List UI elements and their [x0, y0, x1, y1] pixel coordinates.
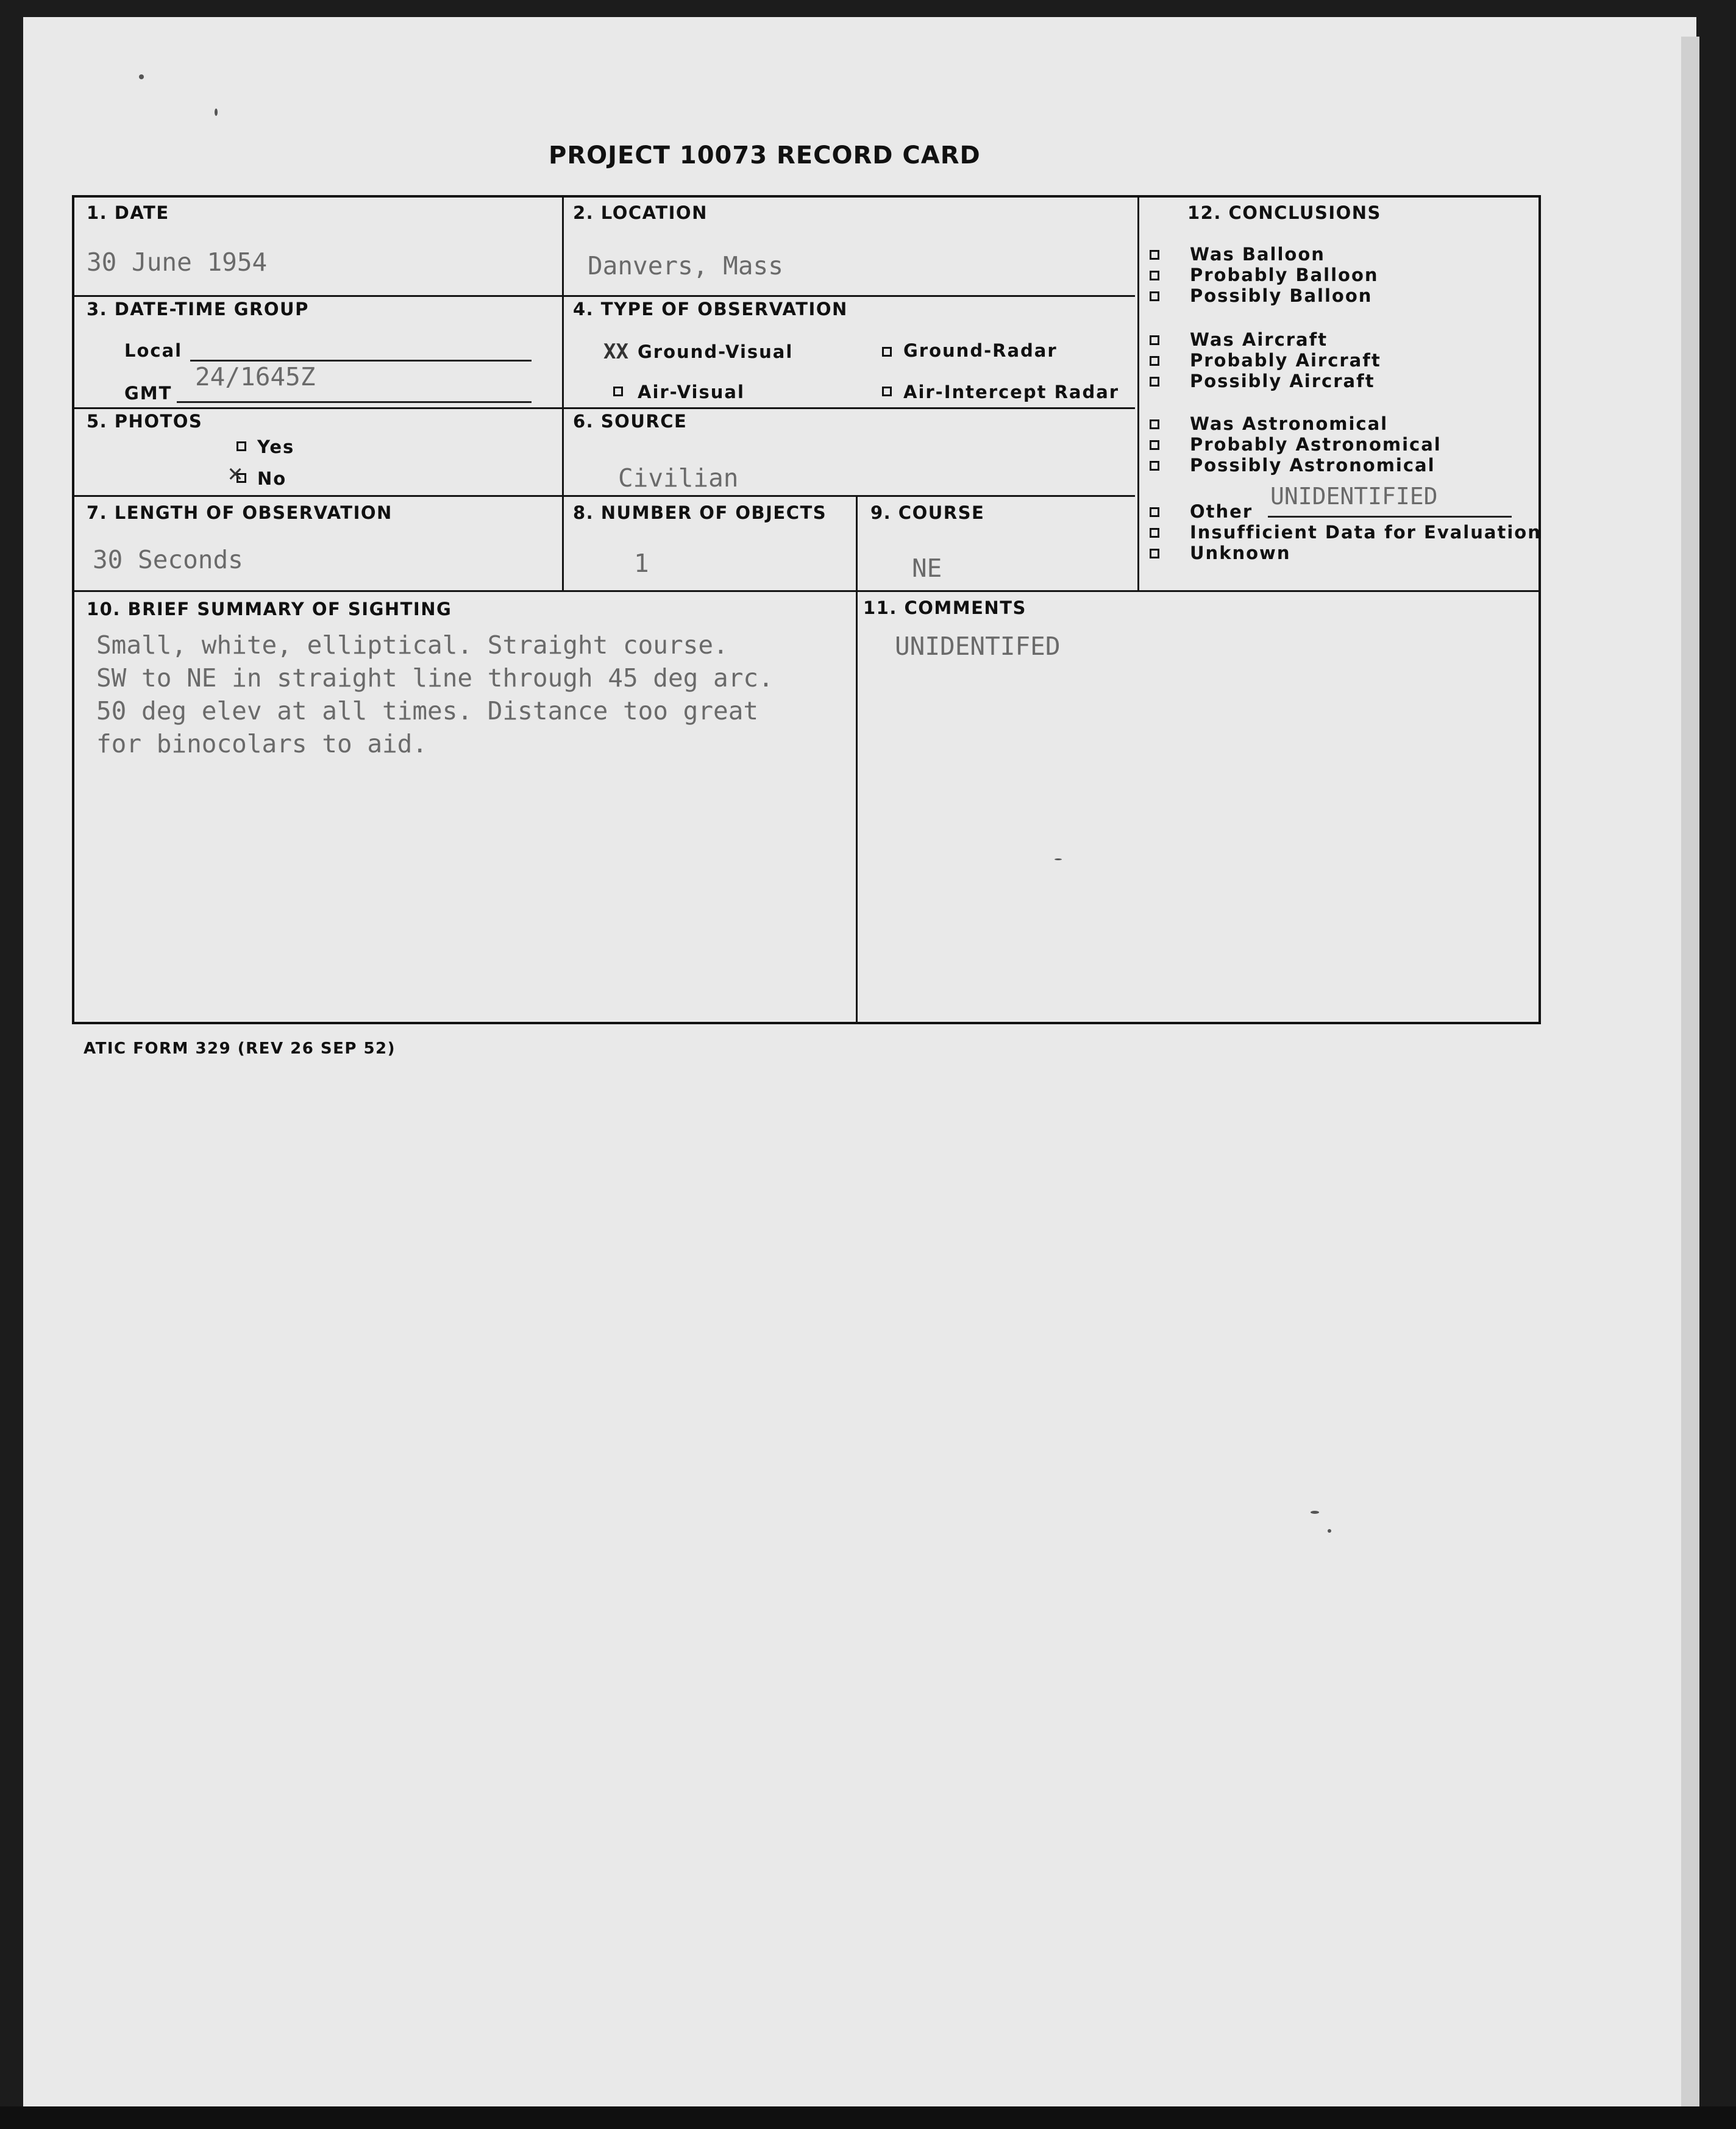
conclusion-unknown[interactable]: Unknown: [1190, 543, 1291, 563]
length-value: 30 Seconds: [93, 545, 243, 574]
air-visual-option[interactable]: Air-Visual: [638, 382, 745, 402]
air-visual-checkbox[interactable]: [613, 387, 623, 396]
photos-yes-checkbox[interactable]: [237, 441, 246, 451]
date-label: 1. DATE: [87, 202, 169, 223]
length-label: 7. LENGTH OF OBSERVATION: [87, 502, 393, 523]
local-line: [190, 360, 532, 362]
comments-value: UNIDENTIFED: [895, 632, 1061, 661]
conclusion-possibly-aircraft[interactable]: Possibly Aircraft: [1190, 371, 1375, 391]
conclusion-probably-balloon[interactable]: Probably Balloon: [1190, 265, 1379, 285]
date-time-group-label: 3. DATE-TIME GROUP: [87, 299, 309, 319]
conclusion-other[interactable]: Other: [1190, 501, 1253, 522]
conclusion-unknown-checkbox[interactable]: [1150, 549, 1159, 558]
conclusion-possibly-astronomical[interactable]: Possibly Astronomical: [1190, 455, 1435, 476]
photos-no-check-icon: ✕: [228, 459, 243, 487]
conclusion-checkbox[interactable]: [1150, 507, 1159, 517]
course-label: 9. COURSE: [870, 502, 985, 523]
local-label: Local: [124, 340, 183, 361]
other-line: [1268, 516, 1512, 518]
conclusion-checkbox[interactable]: [1150, 440, 1159, 450]
row-divider: [74, 590, 1541, 592]
conclusion-checkbox[interactable]: [1150, 461, 1159, 471]
summary-line: 50 deg elev at all times. Distance too great: [96, 696, 759, 726]
comments-label: 11. COMMENTS: [863, 597, 1026, 618]
photos-label: 5. PHOTOS: [87, 411, 203, 432]
conclusion-was-astronomical[interactable]: Was Astronomical: [1190, 413, 1389, 434]
gmt-line: [177, 401, 532, 403]
row-divider: [74, 495, 1135, 497]
conclusion-other-value: UNIDENTIFIED: [1270, 483, 1438, 510]
summary-line: Small, white, elliptical. Straight course.: [96, 630, 728, 660]
gmt-value: 24/1645Z: [195, 362, 316, 391]
paper-edge: [1681, 37, 1699, 2109]
conclusion-checkbox[interactable]: [1150, 377, 1159, 387]
conclusion-checkbox[interactable]: [1150, 335, 1159, 345]
ground-visual-option[interactable]: Ground-Visual: [638, 341, 794, 362]
dust-speck: [139, 74, 144, 79]
conclusion-probably-aircraft[interactable]: Probably Aircraft: [1190, 350, 1381, 371]
source-value: Civilian: [618, 463, 739, 493]
row-divider: [74, 295, 1135, 297]
objects-label: 8. NUMBER OF OBJECTS: [573, 502, 827, 523]
source-label: 6. SOURCE: [573, 411, 688, 432]
conclusion-was-balloon[interactable]: Was Balloon: [1190, 244, 1325, 265]
gmt-label: GMT: [124, 383, 173, 404]
observation-type-label: 4. TYPE OF OBSERVATION: [573, 299, 848, 319]
conclusion-was-aircraft[interactable]: Was Aircraft: [1190, 329, 1328, 350]
summary-label: 10. BRIEF SUMMARY OF SIGHTING: [87, 599, 452, 619]
conclusion-probably-astronomical[interactable]: Probably Astronomical: [1190, 434, 1442, 455]
photos-yes-option[interactable]: Yes: [257, 437, 295, 457]
conclusions-label: 12. CONCLUSIONS: [1187, 202, 1381, 223]
record-card: [72, 195, 1541, 1024]
dust-speck: [1311, 1511, 1319, 1514]
course-value: NE: [912, 554, 942, 583]
ground-radar-option[interactable]: Ground-Radar: [903, 340, 1058, 361]
column-divider: [856, 495, 858, 1024]
conclusion-checkbox[interactable]: [1150, 250, 1159, 260]
ground-visual-check: XX: [603, 340, 628, 364]
column-divider: [562, 198, 564, 591]
form-number-footer: ATIC FORM 329 (REV 26 SEP 52): [84, 1040, 396, 1058]
location-value: Danvers, Mass: [588, 251, 783, 280]
dust-speck: [215, 109, 218, 116]
ground-radar-checkbox[interactable]: [882, 347, 892, 357]
air-intercept-radar-checkbox[interactable]: [882, 387, 892, 396]
conclusion-checkbox[interactable]: [1150, 356, 1159, 366]
conclusion-checkbox[interactable]: [1150, 291, 1159, 301]
date-value: 30 June 1954: [87, 248, 268, 277]
dust-speck: [1328, 1529, 1331, 1533]
row-divider: [74, 407, 1135, 409]
conclusion-insufficient-data[interactable]: Insufficient Data for Evaluation: [1190, 522, 1542, 543]
form-title: PROJECT 10073 RECORD CARD: [549, 141, 981, 169]
air-intercept-radar-option[interactable]: Air-Intercept Radar: [903, 382, 1120, 402]
scan-border: [0, 2106, 1736, 2129]
column-divider: [1137, 198, 1139, 591]
objects-value: 1: [634, 549, 649, 578]
location-label: 2. LOCATION: [573, 202, 708, 223]
conclusion-checkbox[interactable]: [1150, 419, 1159, 429]
conclusion-checkbox[interactable]: [1150, 528, 1159, 538]
conclusion-checkbox[interactable]: [1150, 271, 1159, 280]
summary-line: for binocolars to aid.: [96, 729, 428, 758]
summary-line: SW to NE in straight line through 45 deg arc.: [96, 663, 774, 693]
conclusion-possibly-balloon[interactable]: Possibly Balloon: [1190, 285, 1373, 306]
photos-no-option[interactable]: No: [257, 468, 287, 489]
